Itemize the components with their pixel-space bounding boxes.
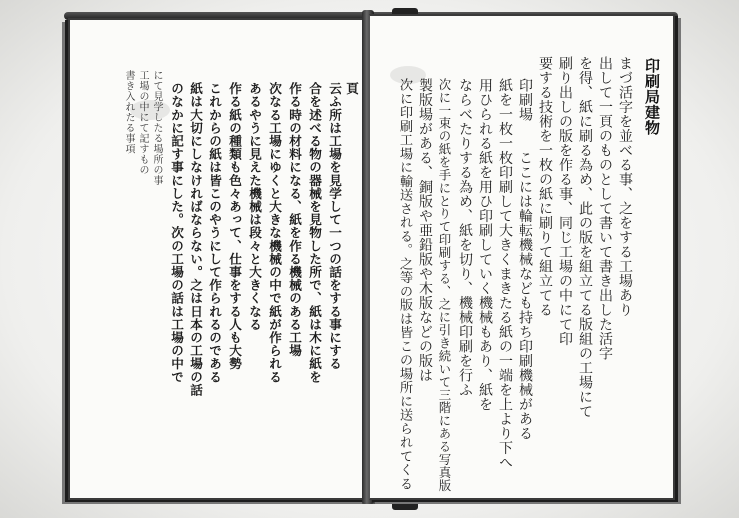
right-text-column: まづ活字を並べる事、之をする工場あり [617, 56, 633, 317]
right-text-column: を得、紙に刷る為め、此の版を組立てる版組の工場にて [577, 56, 593, 419]
left-text-column: あるやうに見えた機械は段々と大きくなる [247, 82, 262, 331]
right-text-column: 刷り出しの版を作る事、同じ工場の中にて印 [557, 56, 573, 346]
left-margin-note: 工場の中にて記すもの [137, 70, 148, 175]
right-text-column: 次に一束の紙を手にとりて印刷する、之に引き続いて三階にある写真版 [437, 78, 452, 492]
left-text-column: 作る紙の種類も色々あって、仕事をする人も大勢 [227, 82, 242, 371]
right-text-column: ならべたりする為め、紙を切り、機械印刷を行ふ [457, 78, 473, 397]
left-text-column: 次なる工場にゆくと大きな機械の中で紙が作られる [267, 82, 282, 384]
page-title: 印刷局建物 [643, 58, 661, 136]
left-text-column: 作る時の材料になる、紙を作る機械のある工場 [287, 82, 302, 358]
right-text-column: 紙を一枚一枚印刷して大きくまきたる紙の一端を上より下へ [497, 78, 513, 470]
left-margin-note: 書き入れたる事項 [123, 70, 134, 154]
left-text-column: これからの紙は皆このやうにして作られるのである [207, 82, 222, 384]
right-text-column: 用ひられる紙を用ひ印刷していく機械もあり、紙を [477, 78, 493, 412]
right-text-column: 製版場がある、銅版や亜鉛版や木版などの版は [417, 78, 433, 383]
binding-clip-bottom [392, 500, 418, 510]
right-text-column: 出して一頁のものとして書いて書き出した活字 [597, 56, 613, 361]
right-text-column: 次に印刷工場に輸送される。之等の版は皆この場所に送られてくる [397, 78, 412, 491]
left-text-column: 合を述べる物の器械を見物した所で、紙は木に紙を [307, 82, 322, 384]
left-text-column: 頁 [344, 82, 359, 96]
left-margin-note: にて見学したる場所の事 [151, 70, 162, 186]
left-text-column: のなかに記す事にした。次の工場の話は工場の中で [169, 82, 184, 384]
left-text-column: 云ふ所は工場を見学して一つの話をする事にする [327, 82, 342, 371]
right-text-column: 要する技術を一枚の紙に刷りて組立てる [537, 56, 553, 317]
left-text-column: 紙は大切にしなければならない。之は日本の工場の話 [188, 82, 203, 397]
right-text-column: 印刷場 ここには輪転機械なども持ち印刷機械がある [517, 78, 533, 441]
